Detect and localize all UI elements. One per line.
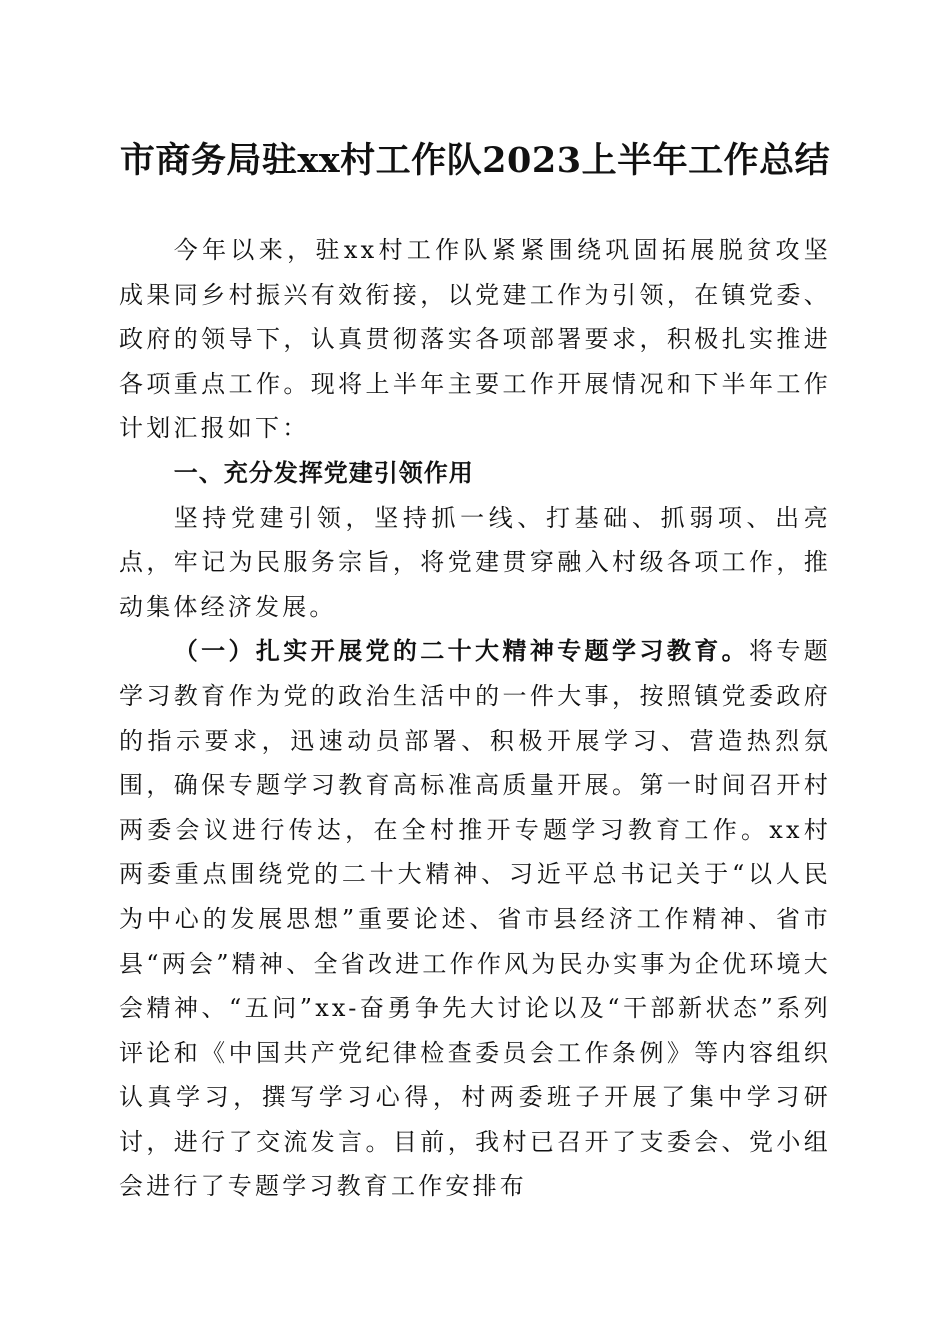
intro-paragraph: 今年以来，驻xx村工作队紧紧围绕巩固拓展脱贫攻坚成果同乡村振兴有效衔接，以党建工作为引领，在镇党委、政府的领导下，认真贯彻落实各项部署要求，积极扎实推进各项重点工作。现将上半年主要工作开展情况和下半年工作计划汇报如下：	[119, 236, 831, 443]
subsection-heading: （一）扎实开展党的二十大精神专题学习教育。	[173, 636, 749, 666]
section-paragraph: 坚持党建引领，坚持抓一线、打基础、抓弱项、出亮点，牢记为民服务宗旨，将党建贯穿融入村级各项工作，推动集体经济发展。	[119, 503, 831, 621]
document-body	[119, 228, 831, 1209]
subsection-paragraph	[119, 629, 831, 1209]
subsection-text: 将专题学习教育作为党的政治生活中的一件大事，按照镇党委政府的指示要求，迅速动员部署、积极开展学习、营造热烈氛围，确保专题学习教育高标准高质量开展。第一时间召开村两委会议进行传达，在全村推开专题学习教育工作。xx村两委重点围绕党的二十大精神、习近平总书记关于“以人民为中心的发展思想”重要论述、省市县经济工作精神、省市县“两会”精神、全省改进工作作风为民办实事为企优环境大会精神、“五问”xx-奋勇争先大讨论以及“干部新状态”系列评论和《中国共产党纪律检查委员会工作条例》等内容组织认真学习，撰写学习心得，村两委班子开展了集中学习研讨，进行了交流发言。目前，我村已召开了支委会、党小组会进行了专题学习教育工作安排布	[119, 637, 831, 1201]
document-title: 市商务局驻xx村工作队2023上半年工作总结	[119, 140, 831, 181]
section-heading: 一、充分发挥党建引领作用	[173, 458, 474, 487]
